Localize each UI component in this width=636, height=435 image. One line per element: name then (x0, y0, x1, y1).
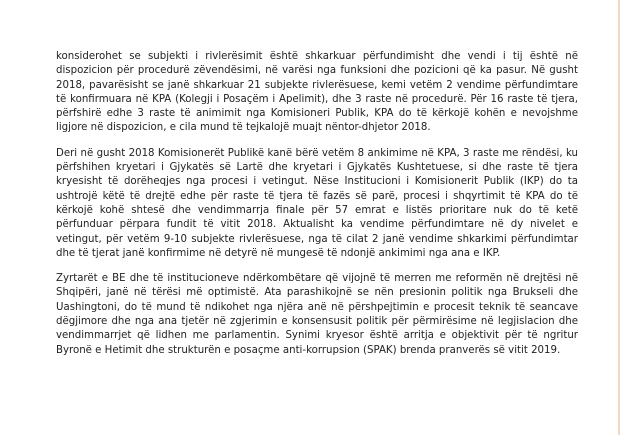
paragraph-1: konsiderohet se subjekti i rivlerësimit është shkarkuar përfundimisht dhe vendi i tij është në dispozicion për procedurë zëvendësimi, në varësi nga funksioni dhe pozicioni që ka pasur. Në gusht 2018, pavarësisht se janë shkarkuar 21 subjekte rivlerësuese, kemi vetëm 2 vendime përfundimtare të konfirmuara në KPA (Kolegji i Posaçëm i Apelimit), dhe 3 raste në procedurë. Për 16 raste të tjera, përfshirë edhe 3 raste të animimit nga Komisioneri Publik, KPA do të kërkojë kohën e nevojshme ligjore në dispozicion, e cila mund të tejkalojë muajt nëntor-dhjetor 2018. (56, 51, 578, 134)
paragraph-2: Deri në gusht 2018 Komisionerët Publikë kanë bërë vetëm 8 ankimime në KPA, 3 raste me rëndësi, ku përfshihen kryetari i Gjykatës së Lartë dhe kryetari i Gjykatës Kushtetuese, si dhe raste të tjera kryesisht të dorëheqjes nga procesi i vetingut. Nëse Institucioni i Komisionerit Publik (IKP) do ta ushtrojë këtë të drejtë edhe për raste të tjera të fazës së parë, procesi i shqyrtimit të KPA do të kërkojë kohë shtesë dhe vendimmarrja finale për 57 emrat e listës prioritare nuk do të ketë përfunduar përpara fundit të vitit 2018. Aktualisht ka vendime përfundimtare në dy nivelet e vetingut, për vetëm 9-10 subjekte rivlerësuese, nga të cilat 2 janë vendime shkarkimi përfundimtar dhe të tjerat janë konfirmime në detyrë në mungesë të ndonjë ankimimi nga ana e IKP. (56, 147, 578, 259)
document-body (56, 50, 578, 369)
paragraph-3: Zyrtarët e BE dhe të institucioneve ndërkombëtare që vijojnë të merren me reformën në drejtësi në Shqipëri, janë në tërësi më optimistë. Ata parashikojnë se nën presionin politik nga Brukseli dhe Uashingtoni, do të mund të ndikohet nga njëra anë në përshpejtimin e procesit teknik të seancave dëgjimore dhe nga ana tjetër në zgjerimin e konsensusit politik për përmirësime në legjislacion dhe vendimmarrjet që lidhen me parlamentin. Synimi kryesor është arritja e objektivit për të ngritur Byronë e Hetimit dhe strukturën e posaçme anti-korrupsion (SPAK) brenda pranverës së vitit 2019. (56, 273, 578, 356)
page-edge-rule (618, 0, 620, 435)
